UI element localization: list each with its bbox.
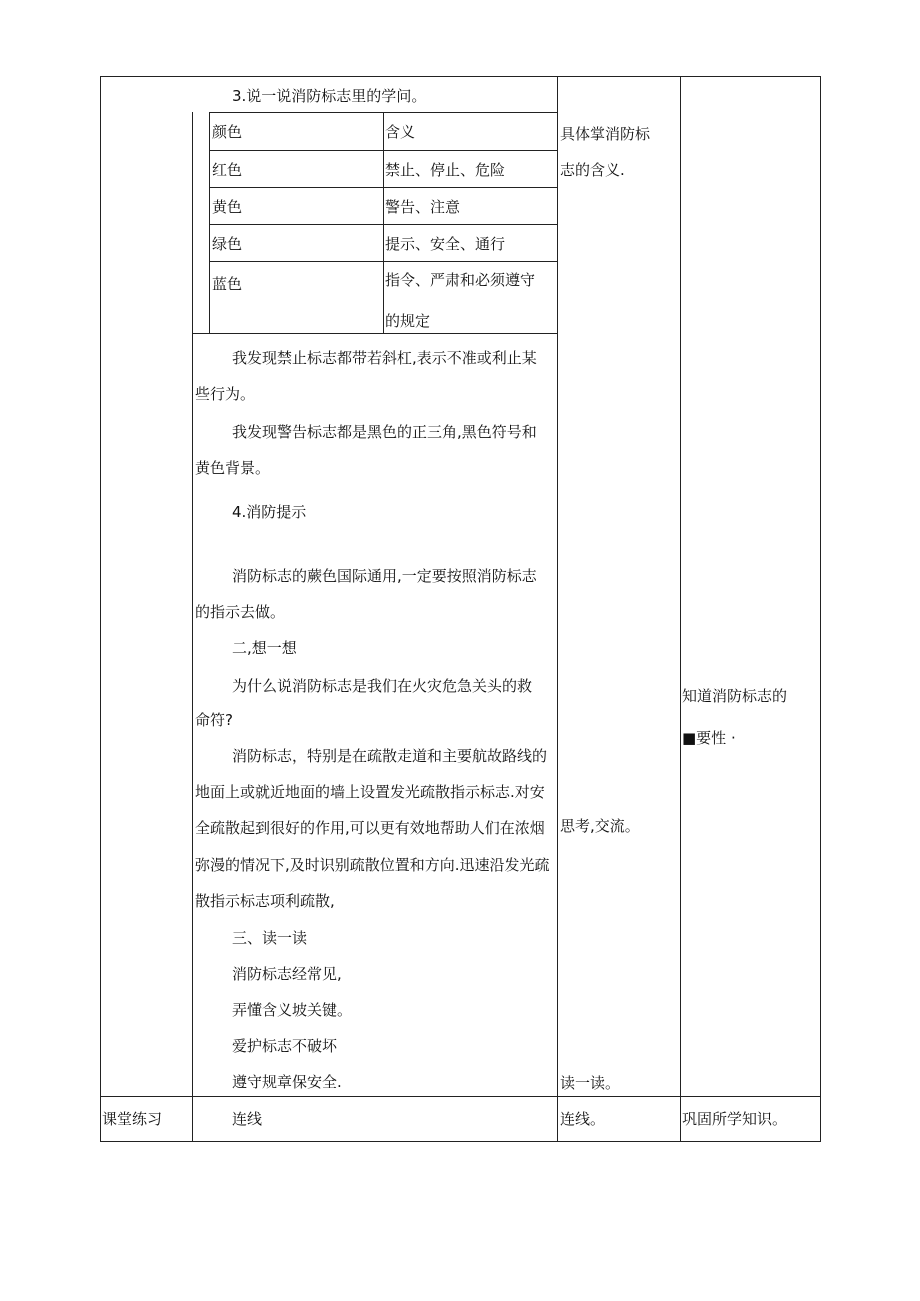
meaning-cell-blue: 指令、严肃和必须遵守 xyxy=(385,271,536,289)
table-row-divider xyxy=(100,1096,820,1097)
goal-line-2: 志的含义. xyxy=(560,161,625,179)
finding-1-line-1: 我发现禁止标志都带若斜杠,表示不准或利止某 xyxy=(232,349,537,367)
finding-2-line-1: 我发现警告标志都是黑色的正三角,黑色符号和 xyxy=(232,423,537,441)
answer-line-3: 全疏散起到很好的作用,可以更有效地帮助人们在浓烟 xyxy=(195,819,545,837)
goal-line-1: 具体掌消防标 xyxy=(560,125,651,143)
color-cell-red: 红色 xyxy=(212,161,243,179)
finding-1-line-2: 些行为。 xyxy=(195,385,256,403)
meaning-cell-yellow: 警告、注意 xyxy=(385,198,461,216)
poem-line-4: 遵守规章保安全. xyxy=(232,1073,342,1091)
color-table-middle xyxy=(383,112,384,333)
table-col-divider-3 xyxy=(680,76,681,1142)
poem-line-2: 弄懂含义坡关键。 xyxy=(232,1001,353,1019)
meaning-header: 含义 xyxy=(385,123,416,141)
table-top-border xyxy=(100,76,820,77)
color-header: 颜色 xyxy=(212,123,243,141)
practice-purpose: 巩固所学知识。 xyxy=(682,1110,788,1128)
color-table-left xyxy=(209,112,210,333)
tip-line-2: 的指示去做。 xyxy=(195,603,286,621)
table-right-border xyxy=(820,76,821,1142)
table-left-border xyxy=(100,76,101,1142)
step-4-title: 4.消防提示 xyxy=(232,503,307,521)
color-cell-green: 绿色 xyxy=(212,235,243,253)
practice-content: 连线 xyxy=(232,1110,263,1128)
poem-line-3: 爱护标志不破坏 xyxy=(232,1037,338,1055)
answer-line-2: 地面上或就近地面的墙上设置发光疏散指示标志.对安 xyxy=(195,783,545,801)
finding-2-line-2: 黄色背景。 xyxy=(195,459,271,477)
question-line-2: 命符? xyxy=(195,711,233,729)
section-2-heading: 二,想一想 xyxy=(232,639,297,657)
answer-line-4: 弥漫的情况下,及时识别疏散位置和方向.迅速沿发光疏 xyxy=(195,856,550,874)
purpose-line-2: ■要性 · xyxy=(682,729,736,747)
step-3-title: 3.说一说消防标志里的学问。 xyxy=(232,87,427,105)
table-col-divider-2 xyxy=(557,76,558,1142)
section-3-heading: 三、读一读 xyxy=(232,929,308,947)
answer-line-5: 散指示标志项利疏散, xyxy=(195,892,335,910)
meaning-cell-blue-cont: 的规定 xyxy=(385,312,431,330)
student-activity-read: 读一读。 xyxy=(560,1074,621,1092)
table-col-divider-1 xyxy=(192,112,193,1142)
practice-student: 连线。 xyxy=(560,1110,606,1128)
color-table-bottom xyxy=(192,333,557,334)
student-activity-think: 思考,交流。 xyxy=(560,817,640,835)
meaning-cell-red: 禁止、停止、危险 xyxy=(385,161,506,179)
meaning-cell-green: 提示、安全、通行 xyxy=(385,235,506,253)
color-cell-yellow: 黄色 xyxy=(212,198,243,216)
table-bottom-border xyxy=(100,1141,820,1142)
answer-line-1: 消防标志，特别是在疏散走道和主要航故路线的 xyxy=(232,747,548,765)
color-cell-blue: 蓝色 xyxy=(212,275,243,293)
tip-line-1: 消防标志的蕨色国际通用,一定要按照消防标志 xyxy=(232,567,537,585)
question-line-1: 为什么说消防标志是我们在火灾危急关头的救 xyxy=(232,677,533,695)
practice-label: 课堂练习 xyxy=(102,1110,163,1128)
purpose-line-1: 知道消防标志的 xyxy=(682,687,788,705)
poem-line-1: 消防标志经常见, xyxy=(232,965,342,983)
